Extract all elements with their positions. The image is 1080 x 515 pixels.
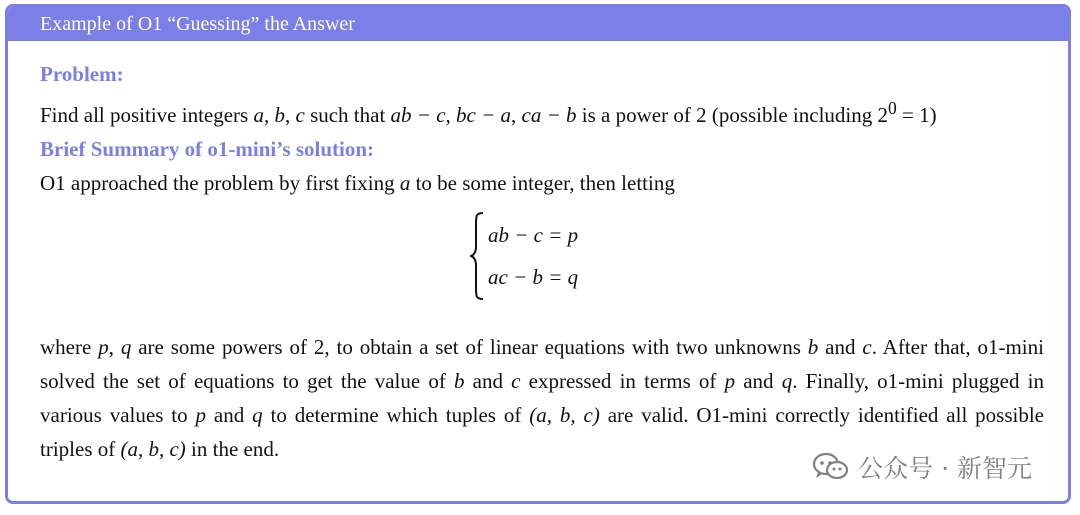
- summary-intro: O1 approached the problem by first fixing a to be some integer, then letting: [40, 171, 675, 195]
- box-title: Example of O1 “Guessing” the Answer: [40, 13, 355, 35]
- left-brace-icon: [470, 212, 484, 300]
- box-content: [40, 57, 1044, 466]
- equation-system: [40, 200, 1044, 330]
- watermark: [812, 449, 1032, 485]
- example-box: [5, 4, 1071, 504]
- equation-1: ab − c = p: [488, 223, 579, 247]
- box-header: [8, 7, 1068, 41]
- watermark-text: 公众号 · 新智元: [858, 454, 1032, 483]
- problem-heading: Problem:: [40, 62, 124, 86]
- wechat-icon: [812, 451, 850, 483]
- problem-text: Find all positive integers a, b, c such that ab − c, bc − a, ca − b is a power of 2 (possible including $2^0 = 1$): [40, 98, 937, 127]
- equation-2: ac − b = q: [488, 265, 579, 289]
- summary-heading: Brief Summary of o1-mini’s solution:: [40, 137, 375, 161]
- summary-paragraph: where p, q are some powers of 2, to obtain a set of linear equations with two unknowns b and c. After that, o1-mini solved the set of equations to get the value of b and c expressed in terms of p and q. Finally, o1-mini plugged in various values to p and q to determine which tuples of (a, b, c) are valid. O1-mini correctly identified all possible triples of (a, b, c) in the end.: [40, 335, 1044, 461]
